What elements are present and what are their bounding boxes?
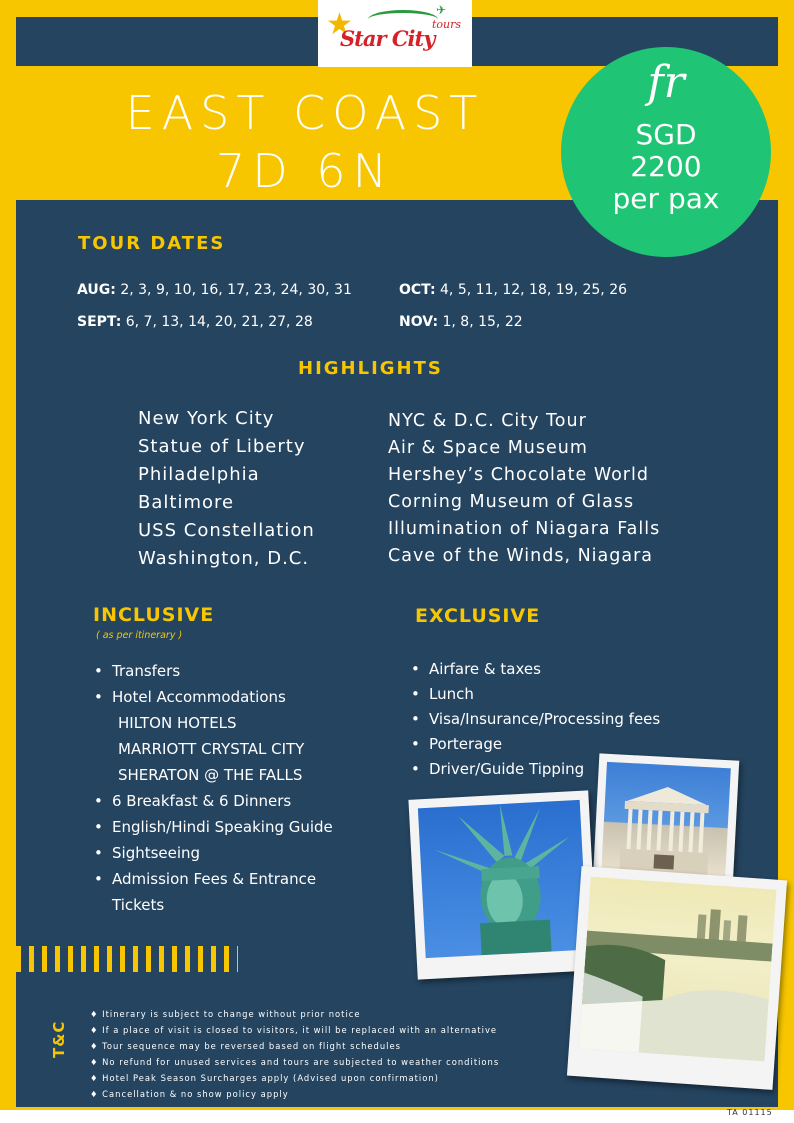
brand-tag: tours — [432, 18, 462, 31]
list-item: • Admission Fees & Entrance — [92, 866, 333, 892]
diamond-icon: ♦ — [90, 1089, 103, 1099]
price-badge — [561, 47, 771, 257]
highlight-item: Illumination of Niagara Falls — [388, 519, 661, 539]
list-item: HILTON HOTELS — [118, 714, 237, 732]
list-item: • 6 Breakfast & 6 Dinners — [92, 788, 333, 814]
term-item: ♦ Hotel Peak Season Surcharges apply (Advised upon confirmation) — [90, 1073, 439, 1083]
brand-name: Star City — [340, 26, 435, 51]
highlight-item: Air & Space Museum — [388, 438, 588, 458]
dates-aug — [77, 282, 352, 298]
list-item: Tickets — [112, 896, 165, 914]
tc-label: T&C — [50, 1020, 68, 1058]
niagara-falls — [579, 877, 777, 1062]
month-label: OCT: — [399, 282, 436, 298]
month-days: 2, 3, 9, 10, 16, 17, 23, 24, 30, 31 — [120, 282, 352, 298]
price-unit: per pax — [612, 182, 720, 215]
price-text — [561, 119, 771, 215]
star-icon: ★ — [326, 7, 353, 42]
list-item: • Airfare & taxes — [409, 657, 660, 682]
month-days: 4, 5, 11, 12, 18, 19, 25, 26 — [440, 282, 628, 298]
diamond-icon: ♦ — [90, 1041, 103, 1051]
bullet-icon: • — [94, 792, 103, 810]
statue-of-liberty — [418, 800, 588, 958]
highlight-item: Cave of the Winds, Niagara — [388, 546, 653, 566]
list-item: • Hotel Accommodations — [92, 684, 333, 710]
bullet-icon: • — [94, 818, 103, 836]
term-item: ♦ Tour sequence may be reversed based on flight schedules — [90, 1041, 402, 1051]
highlights-right — [388, 408, 660, 570]
list-item: • Sightseeing — [92, 840, 333, 866]
exclusive-heading: EXCLUSIVE — [415, 605, 541, 627]
diamond-icon: ♦ — [90, 1025, 103, 1035]
page-title: EAST COAST — [125, 86, 485, 140]
inclusive-list — [92, 658, 333, 918]
highlight-item: Hershey’s Chocolate World — [388, 465, 649, 485]
list-item: MARRIOTT CRYSTAL CITY — [118, 740, 305, 758]
inclusive-heading: INCLUSIVE — [93, 604, 215, 626]
plane-icon: ✈ — [436, 3, 447, 17]
tour-dates-heading: TOUR DATES — [78, 233, 226, 254]
highlight-item: USS Constellation — [138, 520, 315, 541]
price-prefix: fr — [647, 57, 685, 108]
brand-logo — [318, 0, 472, 67]
highlight-item: NYC & D.C. City Tour — [388, 411, 587, 431]
highlight-item: Baltimore — [138, 492, 235, 513]
diamond-icon: ♦ — [90, 1009, 103, 1019]
reference-code: TA 01115 — [727, 1108, 773, 1117]
highlights-heading: HIGHLIGHTS — [298, 358, 443, 379]
dates-sept — [77, 314, 313, 330]
diamond-icon: ♦ — [90, 1057, 103, 1067]
list-item: • Driver/Guide Tipping — [409, 757, 660, 782]
month-label: SEPT: — [77, 314, 122, 330]
bullet-icon: • — [94, 870, 103, 888]
bullet-icon: • — [94, 662, 103, 680]
bullet-icon: • — [411, 685, 420, 703]
highlight-item: New York City — [138, 408, 275, 429]
term-item: ♦ Cancellation & no show policy apply — [90, 1089, 289, 1099]
terms-list — [90, 1006, 499, 1102]
list-item: • English/Hindi Speaking Guide — [92, 814, 333, 840]
bullet-icon: • — [411, 660, 420, 678]
bullet-icon: • — [94, 844, 103, 862]
term-item: ♦ No refund for unused services and tours are subjected to weather conditions — [90, 1057, 500, 1067]
term-item: ♦ If a place of visit is closed to visitors, it will be replaced with an alternative — [90, 1025, 498, 1035]
month-days: 6, 7, 13, 14, 20, 21, 27, 28 — [125, 314, 313, 330]
list-item: • Transfers — [92, 658, 333, 684]
dates-oct — [399, 282, 627, 298]
price-amount: 2200 — [630, 150, 702, 183]
list-item: • Lunch — [409, 682, 660, 707]
dates-nov — [399, 314, 523, 330]
list-item: • Porterage — [409, 732, 660, 757]
bullet-icon: • — [94, 688, 103, 706]
highlights-left — [138, 405, 315, 573]
decorative-stripes — [16, 946, 238, 972]
term-item: ♦ Itinerary is subject to change without prior notice — [90, 1009, 361, 1019]
highlight-item: Statue of Liberty — [138, 436, 306, 457]
diamond-icon: ♦ — [90, 1073, 103, 1083]
inclusive-note: ( as per itinerary ) — [96, 630, 183, 641]
month-label: AUG: — [77, 282, 116, 298]
month-days: 1, 8, 15, 22 — [442, 314, 523, 330]
bullet-icon: • — [411, 760, 420, 778]
memorial-building — [601, 762, 730, 876]
highlight-item: Philadelphia — [138, 464, 260, 485]
photo-niagara-falls — [567, 866, 787, 1090]
list-item: • Visa/Insurance/Processing fees — [409, 707, 660, 732]
list-item: SHERATON @ THE FALLS — [118, 766, 303, 784]
month-label: NOV: — [399, 314, 439, 330]
bullet-icon: • — [411, 735, 420, 753]
highlight-item: Corning Museum of Glass — [388, 492, 635, 512]
bullet-icon: • — [411, 710, 420, 728]
price-currency: SGD — [635, 118, 697, 151]
highlight-item: Washington, D.C. — [138, 548, 310, 569]
photo-statue-of-liberty — [408, 790, 597, 979]
page-subtitle: 7D 6N — [216, 144, 394, 198]
